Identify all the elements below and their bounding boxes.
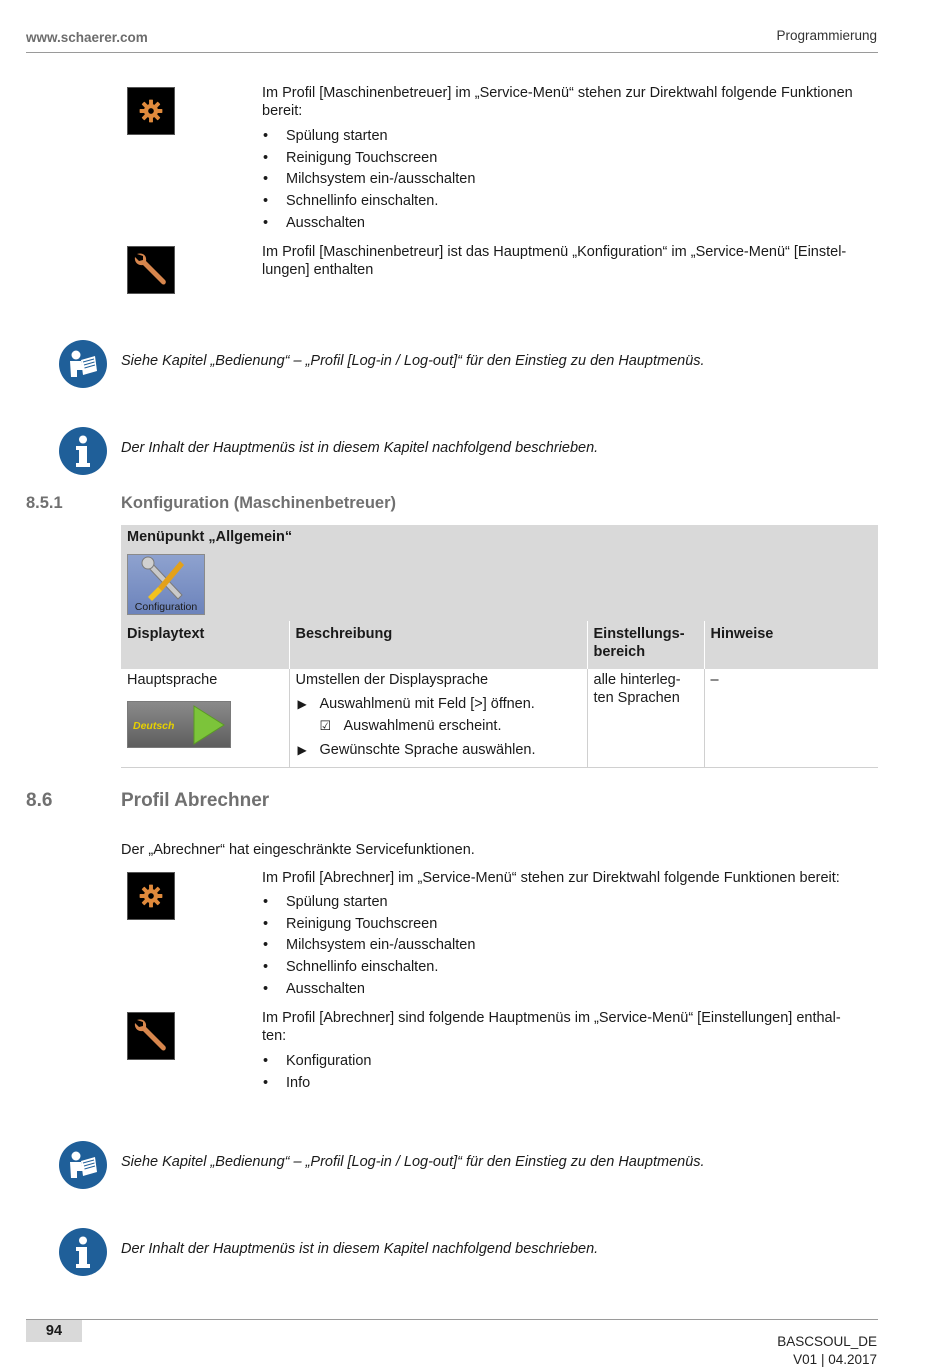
- manual-reader-icon: [59, 1141, 107, 1189]
- list-item: • Reinigung Touchscreen: [262, 914, 862, 936]
- section-86-intro: Im Profil [Abrechner] im „Service-Menü“ stehen zur Direktwahl folgende Funktionen bereit:: [262, 870, 840, 886]
- list-item: • Milchsystem ein-/ausschalten: [262, 169, 862, 191]
- note-see-chapter: Siehe Kapitel „Bedienung“ – „Profil [Log-in / Log-out]“ für den Einstieg zu den Hauptmenüs.: [121, 1154, 705, 1170]
- description-text: Umstellen der Displaysprache: [295, 672, 489, 688]
- block1-function-list: [262, 126, 862, 234]
- language-button[interactable]: [127, 701, 231, 748]
- list-item: • Konfiguration: [262, 1051, 862, 1073]
- table-menu-row: [121, 525, 878, 621]
- header-rule: [26, 52, 878, 53]
- list-item: • Ausschalten: [262, 979, 862, 1001]
- play-arrow-icon: [190, 704, 226, 746]
- column-header: Hinweise: [704, 621, 878, 669]
- section-851-number: 8.5.1: [26, 494, 63, 512]
- result-item: ☑ Auswahlmenü erscheint.: [319, 718, 502, 734]
- wrench-button[interactable]: [127, 246, 175, 294]
- section-86-title: Profil Abrechner: [121, 790, 270, 811]
- website-url: www.schaerer.com: [26, 30, 148, 45]
- footer-rule: [26, 1319, 878, 1320]
- section-86-menu-list: [262, 1051, 862, 1094]
- configuration-table: [121, 525, 878, 768]
- section-86-settings-text: Im Profil [Abrechner] sind folgende Hauptmenüs im „Service-Menü“ [Einstellungen] enthal- ten:: [262, 1010, 841, 1044]
- language-button-label: Deutsch: [133, 720, 175, 732]
- checkbox-icon: ☑: [319, 718, 332, 733]
- list-item: • Spülung starten: [262, 892, 862, 914]
- column-header: Displaytext: [127, 626, 205, 642]
- configuration-icon[interactable]: [127, 554, 205, 615]
- section-86-function-list: [262, 892, 862, 1000]
- manual-reader-icon: [59, 340, 107, 388]
- list-item: • Schnellinfo einschalten.: [262, 191, 862, 213]
- list-item: • Ausschalten: [262, 213, 862, 235]
- info-icon: [59, 1228, 107, 1276]
- table-header-row: [121, 621, 878, 669]
- header-section: Programmierung: [776, 28, 877, 43]
- configuration-icon-label: Configuration: [134, 601, 198, 613]
- wrench-button[interactable]: [127, 1012, 175, 1060]
- gear-button[interactable]: [127, 87, 175, 135]
- list-item: • Info: [262, 1073, 862, 1095]
- section-86-lead: Der „Abrechner“ hat eingeschränkte Servicefunktionen.: [121, 842, 475, 858]
- info-icon: [59, 427, 107, 475]
- doc-version: V01 | 04.2017: [793, 1352, 877, 1367]
- wrench-icon: [131, 250, 171, 290]
- note-see-chapter: Siehe Kapitel „Bedienung“ – „Profil [Log-in / Log-out]“ für den Einstieg zu den Hauptmenüs.: [121, 353, 705, 369]
- gear-icon: [138, 98, 164, 124]
- block1-settings-text: Im Profil [Maschinenbetreur] ist das Hauptmenü „Konfiguration“ im „Service-Menü“ [Einstel- lungen] enthalten: [262, 244, 847, 278]
- column-header: Einstellungs- bereich: [587, 621, 704, 669]
- range-cell: alle hinterleg- ten Sprachen: [587, 669, 704, 767]
- section-851-title: Konfiguration (Maschinenbetreuer): [121, 494, 397, 512]
- note-info: Der Inhalt der Hauptmenüs ist in diesem Kapitel nachfolgend beschrieben.: [121, 1241, 599, 1257]
- list-item: • Spülung starten: [262, 126, 862, 148]
- gear-button[interactable]: [127, 872, 175, 920]
- step-item: ▶ Gewünschte Sprache auswählen.: [297, 742, 536, 758]
- block1-intro: Im Profil [Maschinenbetreuer] im „Service-Menü“ stehen zur Direktwahl folgende Funktionen bereit:: [262, 85, 853, 119]
- column-header: Beschreibung: [289, 621, 587, 669]
- menu-title: Menüpunkt „Allgemein“: [127, 529, 293, 545]
- table-row: [121, 669, 878, 767]
- list-item: • Schnellinfo einschalten.: [262, 957, 862, 979]
- step-item: ▶ Auswahlmenü mit Feld [>] öffnen.: [297, 696, 535, 712]
- page-number: 94: [26, 1320, 82, 1342]
- gear-icon: [138, 883, 164, 909]
- notes-cell: –: [704, 669, 878, 767]
- list-item: • Milchsystem ein-/ausschalten: [262, 935, 862, 957]
- doc-id: BASCSOUL_DE: [777, 1334, 877, 1349]
- list-item: • Reinigung Touchscreen: [262, 148, 862, 170]
- wrench-icon: [131, 1016, 171, 1056]
- section-86-number: 8.6: [26, 790, 53, 811]
- display-text-cell: Hauptsprache: [127, 672, 218, 688]
- note-info: Der Inhalt der Hauptmenüs ist in diesem Kapitel nachfolgend beschrieben.: [121, 440, 599, 456]
